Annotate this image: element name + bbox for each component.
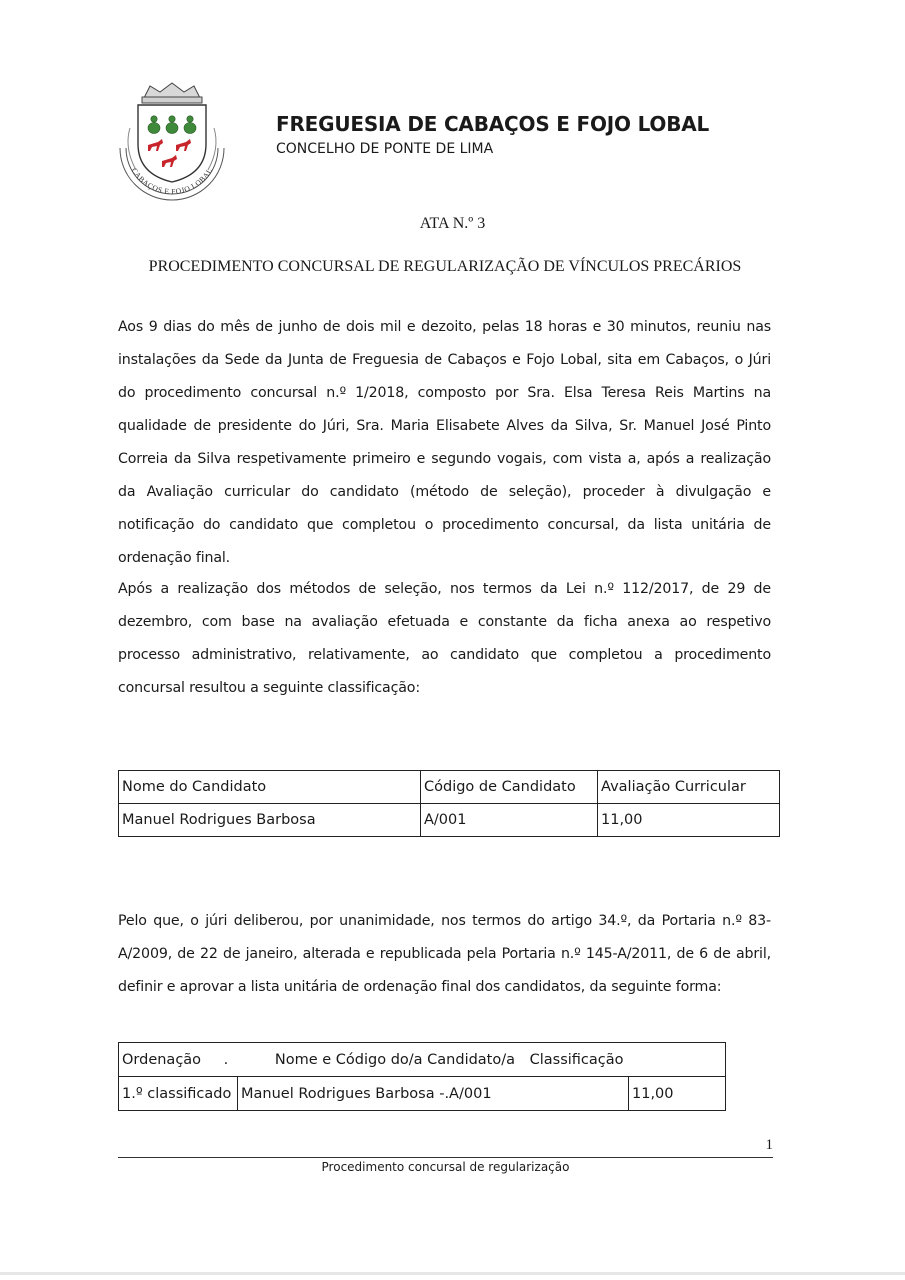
- header-ranking: Ordenação: [122, 1051, 202, 1068]
- cell-name-code: Manuel Rodrigues Barbosa -.A/001: [238, 1077, 629, 1111]
- organization-name: FREGUESIA DE CABAÇOS E FOJO LOBAL: [276, 112, 710, 136]
- paragraph-meeting: Aos 9 dias do mês de junho de dois mil e dezoito, pelas 18 horas e 30 minutos, reuniu nas instalações da Sede da Junta de Freguesia de Cabaços e Fojo Lobal, sita em Cabaços, o Júri do procedimento concursal n.º 1/2018, composto por Sra. Elsa Teresa Reis Martins na qualidade de presidente do Júri, Sra. Maria Elisabete Alves da Silva, Sr. Manuel José Pinto Correia da Silva respetivamente primeiro e segundo vogais, com vista a, após a realização da Avaliação curricular do candidato (método de seleção), proceder à divulgação e notificação do candidato que completou o procedimento concursal, da lista unitária de ordenação final.: [118, 319, 771, 566]
- cell-candidate-name: Manuel Rodrigues Barbosa: [119, 804, 421, 837]
- table-row: [119, 1077, 726, 1111]
- parish-seal: [112, 78, 232, 202]
- seal-caption: CABAÇOS E FOJO LOBAL: [129, 166, 215, 197]
- table-header-row: [119, 771, 780, 804]
- ranking-header: [119, 1043, 726, 1077]
- coat-of-arms-icon: [112, 78, 232, 202]
- header-candidate-code: Código de Candidato: [421, 771, 598, 804]
- paragraph-deliberation: Pelo que, o júri deliberou, por unanimidade, nos termos do artigo 34.º, da Portaria n.º 83-A/2009, de 22 de janeiro, alterada e republicada pela Portaria n.º 145-A/2011, de 6 de abril, definir e aprovar a lista unitária de ordenação final dos candidatos, da seguinte forma:: [118, 913, 771, 995]
- evaluation-table: [118, 770, 780, 837]
- footer-text: Procedimento concursal de regularização: [321, 1160, 570, 1174]
- footer-divider: [118, 1157, 773, 1158]
- minutes-number: ATA N.º 3: [419, 215, 486, 232]
- cell-evaluation-score: 11,00: [598, 804, 780, 837]
- cell-classification: 11,00: [629, 1077, 726, 1111]
- header-curricular-evaluation: Avaliação Curricular: [598, 771, 780, 804]
- header-classification: Classificação: [529, 1051, 624, 1068]
- header-candidate-name: Nome do Candidato: [119, 771, 421, 804]
- paragraph-classification: Após a realização dos métodos de seleção, nos termos da Lei n.º 112/2017, de 29 de dezembro, com base na avaliação efetuada e constante da ficha anexa ao respetivo processo administrativo, relativamente, ao candidato que completou a procedimento concursal resultou a seguinte classificação:: [118, 581, 771, 696]
- cell-rank: 1.º classificado: [119, 1077, 238, 1111]
- municipality-name: CONCELHO DE PONTE DE LIMA: [276, 141, 494, 157]
- page-number: 1: [765, 1137, 773, 1153]
- header-separator: .: [223, 1051, 229, 1068]
- procedure-title: PROCEDIMENTO CONCURSAL DE REGULARIZAÇÃO DE VÍNCULOS PRECÁRIOS: [148, 258, 742, 275]
- page-edge-divider: [0, 1272, 905, 1275]
- cell-candidate-code: A/001: [421, 804, 598, 837]
- ranking-table: [118, 1042, 726, 1111]
- table-row: [119, 804, 780, 837]
- table-header-row: [119, 1043, 726, 1077]
- header-name-code: Nome e Código do/a Candidato/a: [274, 1051, 516, 1068]
